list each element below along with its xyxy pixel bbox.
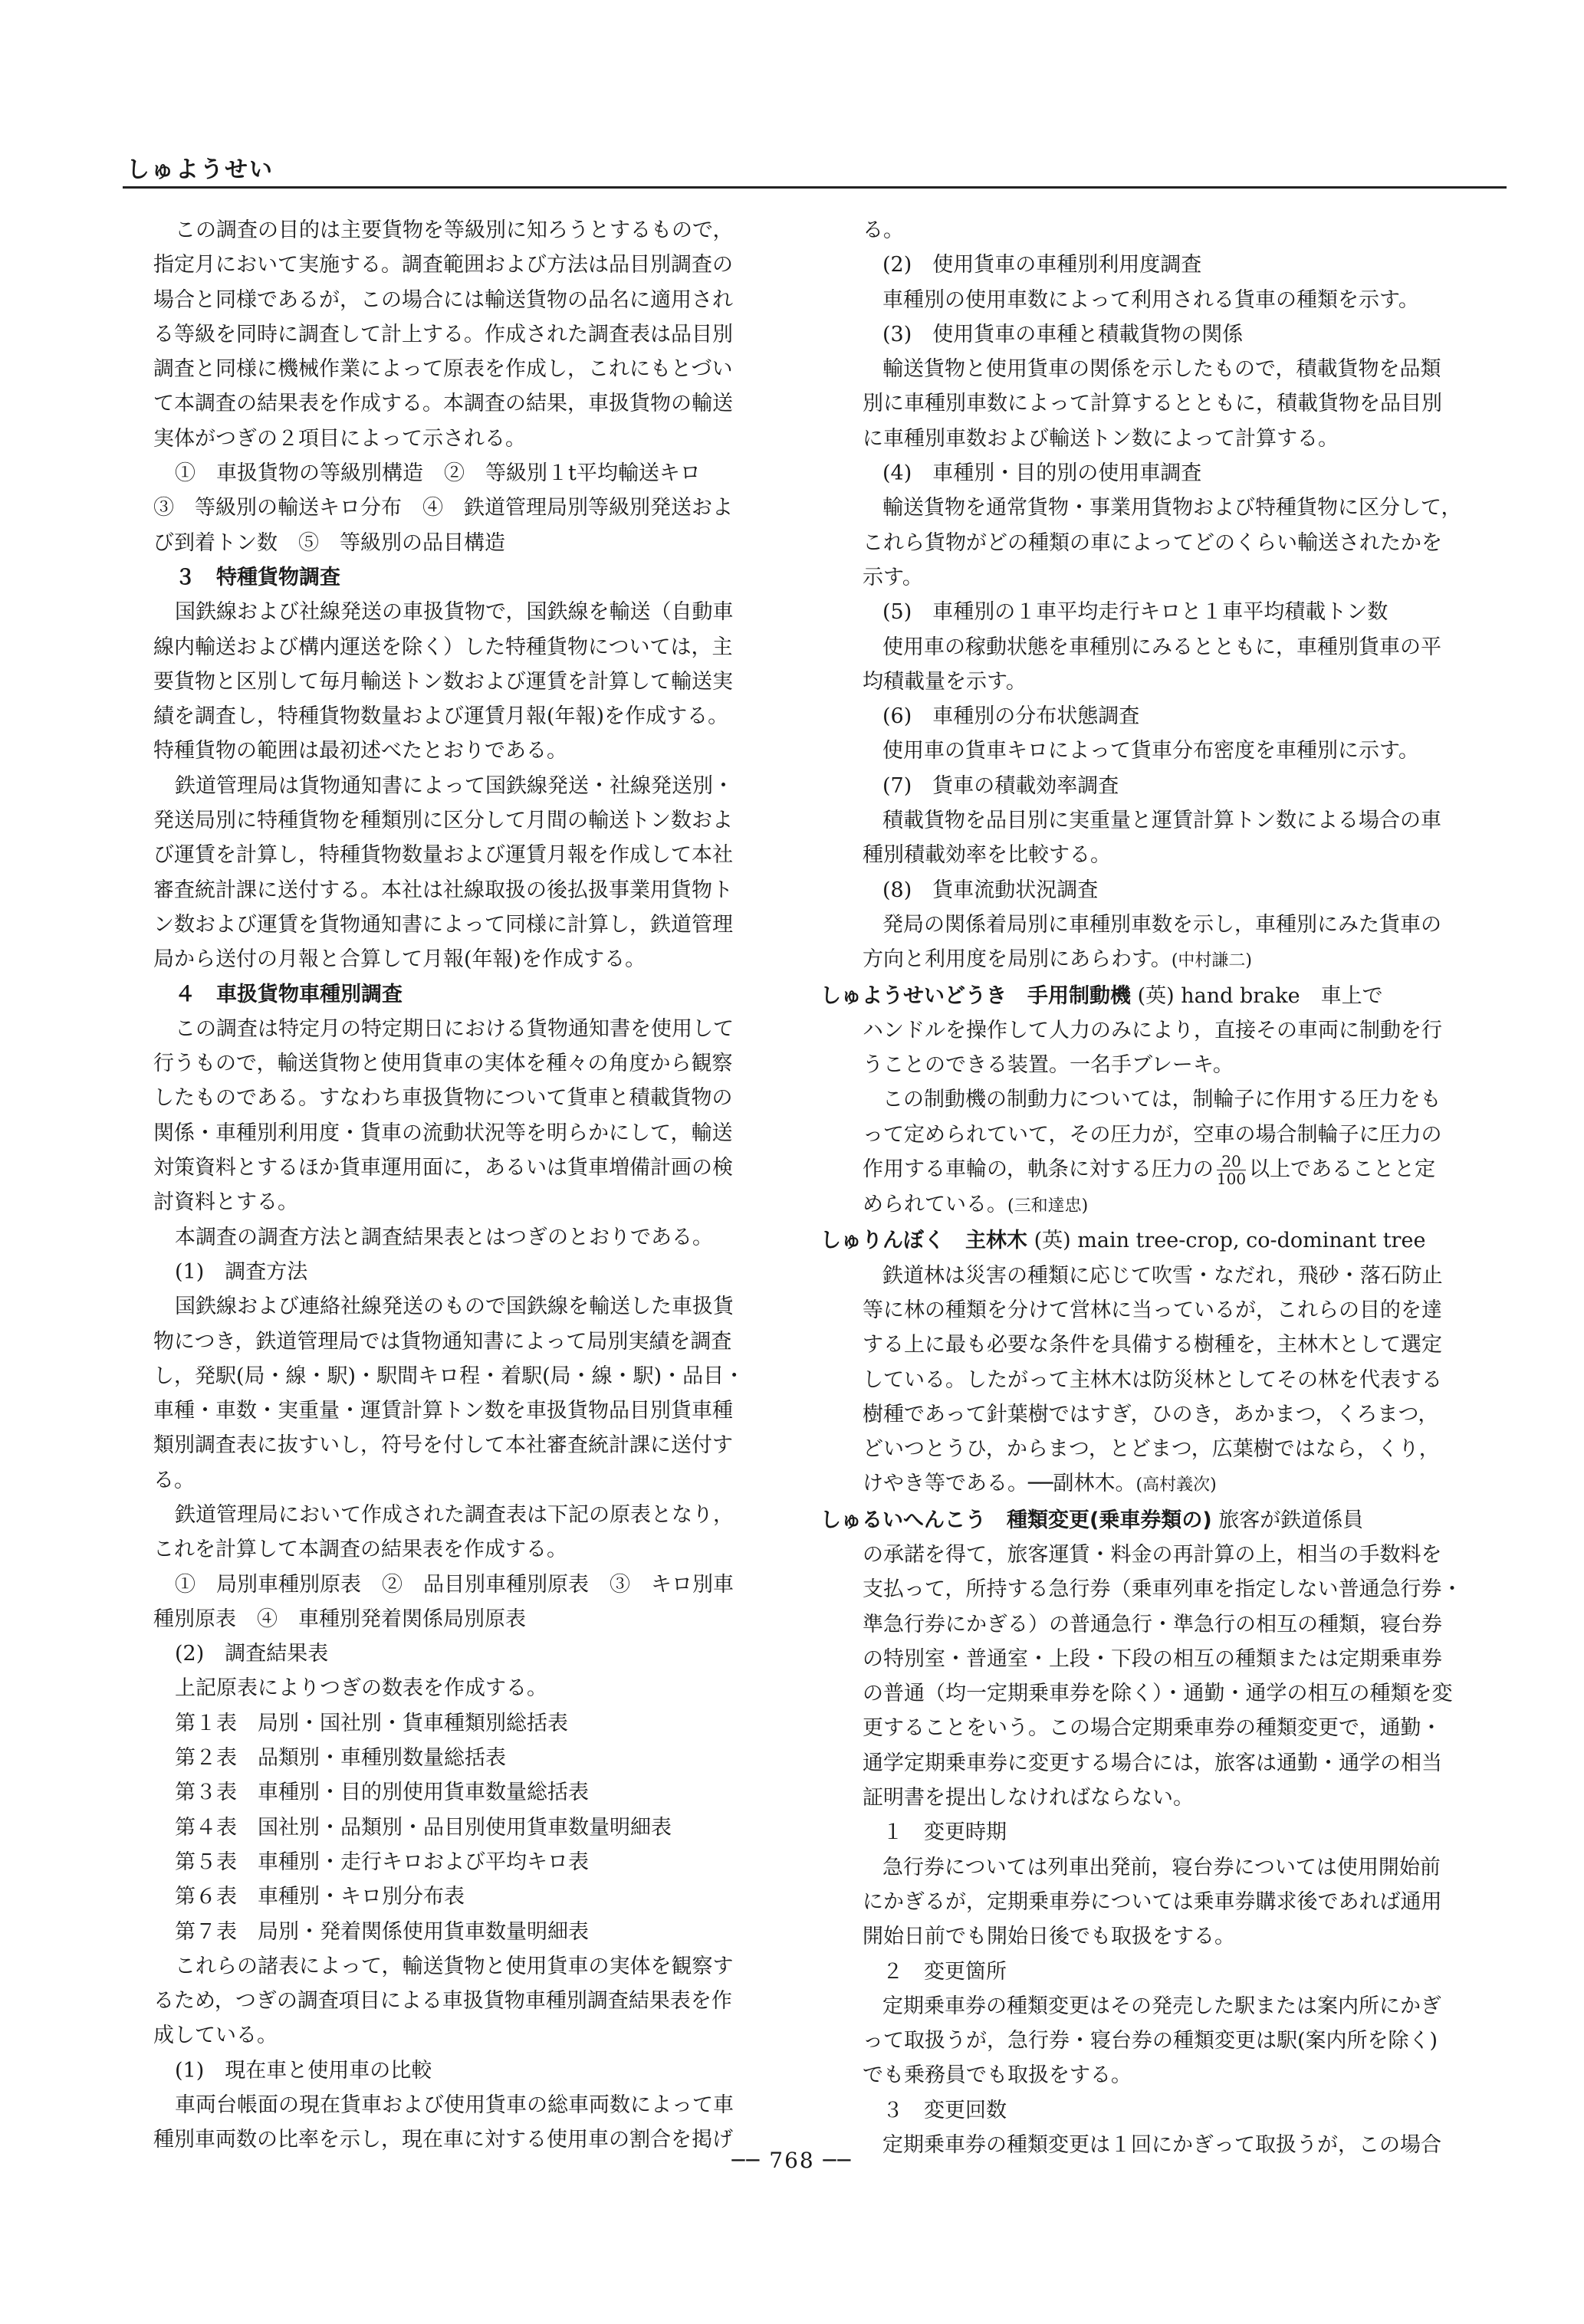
body-text: これらの諸表によって，輸送貨物と使用貨車の実体を観察す	[175, 1954, 734, 1978]
body-text: ① 局別車種別原表 ② 品目別車種別原表 ③ キロ別車	[175, 1572, 734, 1597]
body-text: 局から送付の月報と合算して月報(年報)を作成する。	[153, 947, 646, 972]
body-text	[840, 942, 1510, 978]
body-text: 証明書を提出しなければならない。	[863, 1786, 1194, 1810]
body-text: 鉄道管理局は貨物通知書によって国鉄線発送・社線発送別・	[175, 773, 734, 798]
body-text: 支払って，所持する急行券（乗車列車を指定しない普通急行券・	[863, 1577, 1463, 1602]
entry-headword: しゅりんぼく 主林木	[820, 1229, 1027, 1253]
body-text: 使用車の稼動状態を車種別にみるとともに，車種別貨車の平	[882, 635, 1441, 659]
table-list-item: 第３表 車種別・目的別使用貨車数量総括表	[175, 1781, 589, 1805]
entry-gloss: 旅客が鉄道係員	[1218, 1508, 1364, 1532]
body-text: この調査は特定月の特定期日における貨物通知書を使用して	[175, 1016, 734, 1041]
body-text	[840, 1466, 1510, 1502]
body-text: 更することをいう。この場合定期乗車券の種類変更で，通勤・	[863, 1716, 1442, 1741]
body-text: の特別室・普通室・上段・下段の相互の種類または定期乗車券	[863, 1646, 1442, 1671]
body-text: って定められていて，その圧力が，空車の場合制輪子に圧力の	[863, 1122, 1442, 1147]
subsection-heading: (7) 貨車の積載効率調査	[882, 773, 1119, 798]
dictionary-entry	[820, 1223, 1510, 1258]
table-list-item: 第１表 局別・国社別・貨車種類別総括表	[175, 1711, 568, 1735]
body-text-span: 以上であることと定	[1249, 1157, 1436, 1182]
subsection-heading: (1) 現在車と使用車の比較	[175, 2058, 432, 2083]
entry-gloss: (英) hand brake 車上で	[1137, 983, 1383, 1008]
body-text: 審査統計課に送付する。本社は社線取扱の後払扱事業用貨物ト	[153, 878, 733, 902]
subsection-heading: (5) 車種別の１車平均走行キロと１車平均積載トン数	[882, 600, 1388, 625]
body-text: 輸送貨物を通常貨物・事業用貨物および特種貨物に区分して，	[882, 496, 1462, 520]
body-text: ハンドルを操作して人力のみにより，直接その車両に制動を行	[863, 1018, 1442, 1042]
body-text: している。したがって主林木は防災林としてその林を代表する	[863, 1367, 1442, 1392]
body-text: 上記原表によりつぎの数表を作成する。	[175, 1676, 547, 1701]
body-text: 定期乗車券の種類変更はその発売した駅または案内所にかぎ	[882, 1994, 1441, 2018]
body-text: の承諾を得て，旅客運賃・料金の再計算の上，相当の手数料を	[863, 1542, 1442, 1567]
body-text: うことのできる装置。一名手ブレーキ。	[863, 1053, 1234, 1078]
body-text: この調査の目的は主要貨物を等級別に知ろうとするもので，	[175, 218, 734, 242]
body-text-span: められている。	[863, 1193, 1007, 1217]
table-list-item: 第２表 品類別・車種別数量総括表	[175, 1746, 506, 1771]
fraction-denominator: 100	[1216, 1170, 1247, 1188]
author-credit: (中村謙二)	[1171, 951, 1253, 971]
body-text: の普通（均一定期乗車券を除く）・通勤・通学の相互の種類を変	[863, 1682, 1453, 1706]
body-text: したものである。すなわち車扱貨物について貨車と積載貨物の	[153, 1086, 733, 1111]
body-text: どいつとうひ，からまつ，とどまつ，広葉樹ではなら，くり，	[863, 1437, 1440, 1462]
body-text: にかぎるが，定期乗車券については乗車券購求後であれば通用	[863, 1889, 1442, 1914]
body-text: 物につき，鉄道管理局では貨物通知書によって局別実績を調査	[153, 1329, 732, 1354]
body-text: 通学定期乗車券に変更する場合には，旅客は通勤・通学の相当	[863, 1751, 1442, 1775]
body-text: 輸送貨物と使用貨車の関係を示したもので，積載貨物を品類	[882, 357, 1441, 382]
body-text: 急行券については列車出発前，寝台券については使用開始前	[882, 1855, 1441, 1879]
section-heading: ４ 車扱貨物車種別調査	[175, 982, 403, 1006]
subsection-heading: (2) 調査結果表	[175, 1642, 329, 1666]
entry-gloss: (英) main tree-crop, co-dominant tree	[1034, 1229, 1426, 1253]
left-column	[153, 213, 801, 2158]
body-text: 樹種であって針葉樹ではすぎ，ひのき，あかまつ，くろまつ，	[863, 1402, 1439, 1426]
subsection-heading: (1) 調査方法	[175, 1259, 308, 1284]
entry-headword: しゅようせいどうき 手用制動機	[820, 983, 1131, 1008]
table-list-item: 第４表 国社別・品類別・品目別使用貨車数量明細表	[175, 1815, 672, 1840]
body-text: る。	[863, 218, 904, 242]
body-text: 類別調査表に抜すいし，符号を付して本社審査統計課に送付す	[153, 1433, 733, 1458]
body-text: 対策資料とするほか貨車運用面に，あるいは貨車増備計画の検	[153, 1156, 733, 1180]
subsection-heading: (8) 貨車流動状況調査	[882, 878, 1099, 902]
table-list-item: 第６表 車種別・キロ別分布表	[175, 1885, 465, 1909]
body-text: 績を調査し，特種貨物数量および運賃月報(年報)を作成する。	[153, 704, 729, 729]
fraction	[1217, 1153, 1246, 1187]
body-text: 開始日前でも開始日後でも取扱をする。	[863, 1925, 1235, 1949]
body-text	[840, 1152, 1510, 1187]
body-text: る。	[153, 1468, 195, 1492]
body-text: これら貨物がどの種類の車によってどのくらい輸送されたかを	[863, 530, 1442, 555]
body-text: 討資料とする。	[153, 1190, 298, 1215]
dictionary-entry	[820, 979, 1510, 1013]
body-text: でも乗務員でも取扱をする。	[863, 2063, 1132, 2088]
body-text: 関係・車種別利用度・貨車の流動状況等を明らかにして，輸送	[153, 1121, 733, 1145]
running-header: しゅようせい	[127, 156, 274, 183]
body-text-span: 方向と利用度を局別にあらわす。	[863, 947, 1172, 972]
section-heading: ３ 特種貨物調査	[175, 565, 340, 589]
body-text: って取扱うが，急行券・寝台券の種類変更は駅(案内所を除く)	[863, 2029, 1438, 2053]
author-credit: (三和達忠)	[1007, 1196, 1089, 1216]
subsection-heading: ３ 変更回数	[882, 2098, 1007, 2122]
body-text: 定期乗車券の種類変更は１回にかぎって取扱うが，この場合	[882, 2133, 1441, 2158]
body-text: 特種貨物の範囲は最初述べたとおりである。	[153, 739, 567, 763]
body-text: 等に林の種類を分けて営林に当っているが，これらの目的を達	[863, 1298, 1442, 1322]
body-text: 鉄道管理局において作成された調査表は下記の原表となり，	[175, 1502, 734, 1527]
subsection-heading: (4) 車種別・目的別の使用車調査	[882, 461, 1202, 486]
body-text: 積載貨物を品目別に実重量と運賃計算トン数による場合の車	[882, 809, 1441, 833]
page-number: ── 768 ──	[731, 2148, 853, 2173]
header-rule	[123, 186, 1507, 189]
body-text: 場合と同様であるが，この場合には輸送貨物の品名に適用され	[153, 287, 733, 312]
body-text: 種別車両数の比率を示し，現在車に対する使用車の割合を掲げ	[153, 2128, 733, 2152]
body-text: 車種別の使用車数によって利用される貨車の種類を示す。	[882, 287, 1419, 312]
dictionary-entry	[820, 1503, 1510, 1538]
subsection-heading: ２ 変更箇所	[882, 1959, 1007, 1984]
entry-headword: しゅるいへんこう 種類変更(乗車券類の)	[820, 1508, 1212, 1532]
body-text: する上に最も必要な条件を具備する樹種を，主林木として選定	[863, 1333, 1442, 1357]
author-credit: (高村義次)	[1135, 1475, 1217, 1495]
body-text: この制動機の制動力については，制輪子に作用する圧力をも	[882, 1088, 1441, 1112]
body-text: ③ 等級別の輸送キロ分布 ④ 鉄道管理局別等級別発送およ	[153, 496, 733, 520]
body-text: 指定月において実施する。調査範囲および方法は品目別調査の	[153, 253, 733, 277]
body-text-span: けやき等である。──副林木。	[863, 1472, 1136, 1496]
subsection-heading: (2) 使用貨車の車種別利用度調査	[882, 253, 1202, 277]
body-text: 使用車の貨車キロによって貨車分布密度を車種別に示す。	[882, 739, 1419, 763]
body-text: 調査と同様に機械作業によって原表を作成し，これにもとづい	[153, 357, 733, 382]
table-list-item: 第７表 局別・発着関係使用貨車数量明細表	[175, 1919, 589, 1944]
body-text: 鉄道林は災害の種類に応じて吹雪・なだれ，飛砂・落石防止	[882, 1263, 1443, 1288]
subsection-heading: １ 変更時期	[882, 1820, 1007, 1845]
body-text: 実体がつぎの２項目によって示される。	[153, 426, 526, 451]
fraction-numerator: 20	[1217, 1153, 1246, 1170]
body-text: 車種・車数・実重量・運賃計算トン数を車扱貨物品目別貨車種	[153, 1399, 733, 1423]
subsection-heading: (3) 使用貨車の車種と積載貨物の関係	[882, 322, 1244, 346]
body-text-span: 作用する車輪の，軌条に対する圧力の	[863, 1157, 1214, 1182]
body-text: 本調査の調査方法と調査結果表とはつぎのとおりである。	[175, 1225, 713, 1249]
right-column	[820, 213, 1510, 2162]
body-text: ン数および運賃を貨物通知書によって同様に計算し，鉄道管理	[153, 912, 733, 937]
body-text: 車両台帳面の現在貨車および使用貨車の総車両数によって車	[175, 2093, 734, 2118]
body-text: 種別積載効率を比較する。	[863, 843, 1111, 868]
body-text: 発送局別に特種貨物を種類別に区分して月間の輸送トン数およ	[153, 809, 733, 833]
body-text	[840, 1187, 1510, 1223]
body-text: ① 車扱貨物の等級別構造 ② 等級別１t平均輸送キロ	[175, 461, 701, 486]
body-text: に車種別車数および輸送トン数によって計算する。	[863, 426, 1339, 451]
body-text: 示す。	[863, 565, 923, 589]
body-text: し，発駅(局・線・駅)・駅間キロ程・着駅(局・線・駅)・品目・	[153, 1364, 745, 1388]
body-text: る等級を同時に調査して計上する。作成された調査表は品目別	[153, 322, 733, 346]
body-text: 準急行券にかぎる）の普通急行・準急行の相互の種類，寝台券	[863, 1612, 1442, 1636]
body-text: 国鉄線および社線発送の車扱貨物で，国鉄線を輸送（自動車	[175, 600, 734, 625]
body-text: 種別原表 ④ 車種別発着関係局別原表	[153, 1607, 526, 1631]
body-text: 発局の関係着局別に車種別車数を示し，車種別にみた貨車の	[882, 912, 1441, 937]
body-text: 国鉄線および連絡社線発送のもので国鉄線を輸送した車扱貨	[175, 1295, 734, 1319]
body-text: び運賃を計算し，特種貨物数量および運賃月報を作成して本社	[153, 843, 733, 868]
body-text: 別に車種別車数によって計算するとともに，積載貨物を品目別	[863, 392, 1442, 416]
body-text: 成している。	[153, 2024, 278, 2048]
body-text: るため，つぎの調査項目による車扱貨物車種別調査結果表を作	[153, 1989, 732, 2014]
table-list-item: 第５表 車種別・走行キロおよび平均キロ表	[175, 1850, 589, 1874]
body-text: 要貨物と区別して毎月輸送トン数および運賃を計算して輸送実	[153, 669, 733, 694]
body-text: て本調査の結果表を作成する。本調査の結果，車扱貨物の輸送	[153, 392, 733, 416]
body-text: 均積載量を示す。	[863, 669, 1027, 694]
body-text: 線内輸送および構内運送を除く）した特種貨物については，主	[153, 635, 733, 659]
subsection-heading: (6) 車種別の分布状態調査	[882, 704, 1140, 729]
body-text: これを計算して本調査の結果表を作成する。	[153, 1538, 567, 1562]
body-text: び到着トン数 ⑤ 等級別の品目構造	[153, 530, 505, 555]
body-text: 行うもので，輸送貨物と使用貨車の実体を種々の角度から観察	[153, 1052, 733, 1076]
